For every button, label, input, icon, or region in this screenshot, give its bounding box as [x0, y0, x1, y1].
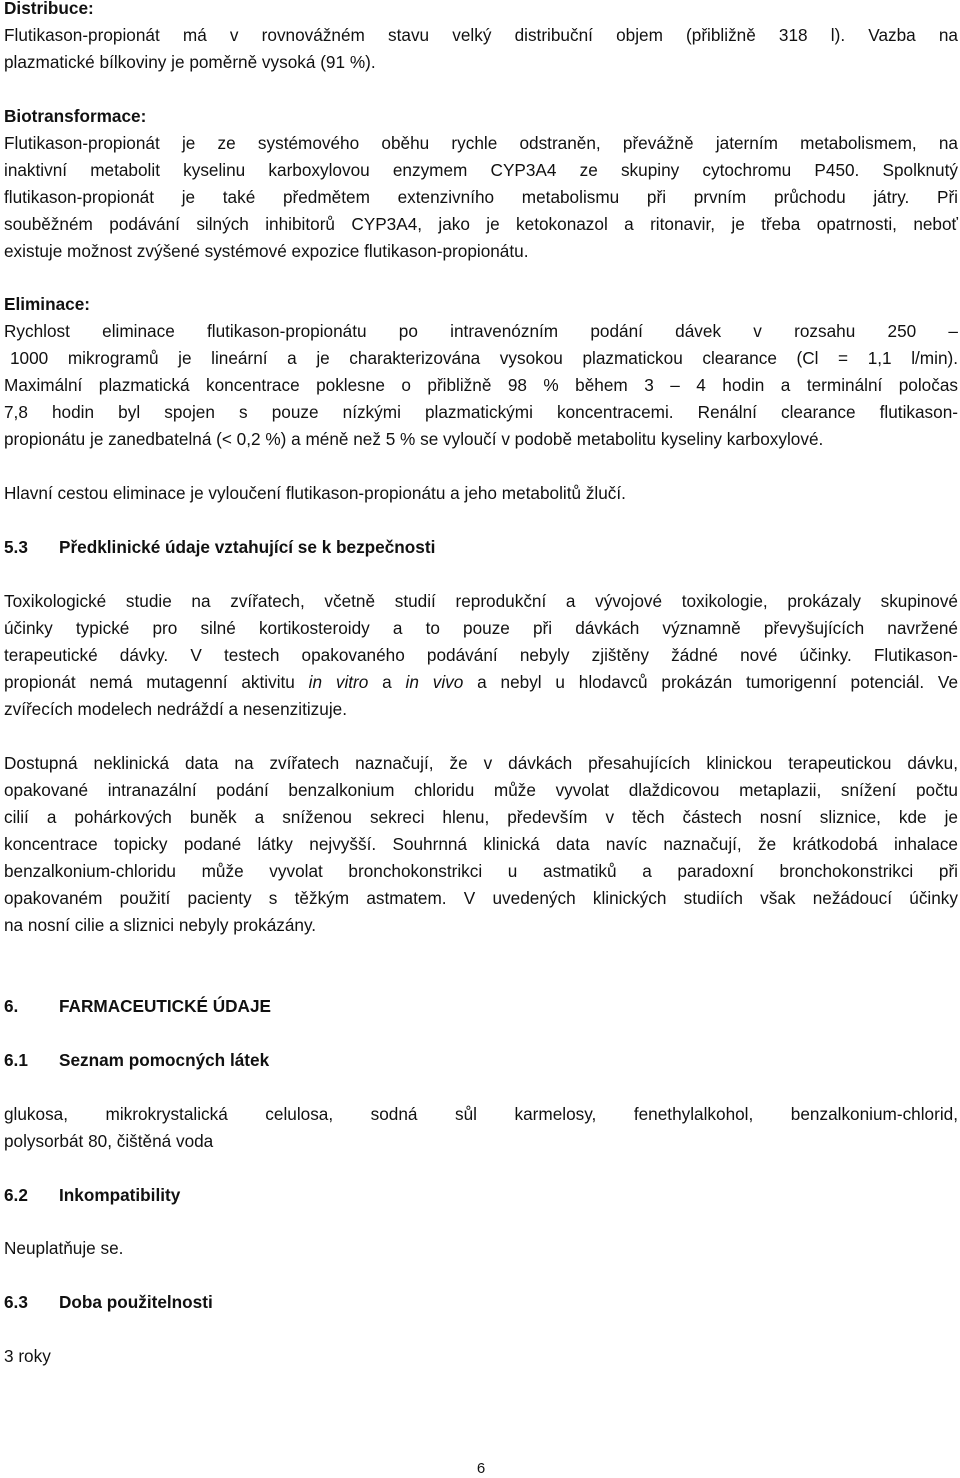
- biotransformace-line-3: flutikason-propionát je také předmětem extenzivního metabolismu při prvním průchodu játry. Při: [4, 187, 958, 207]
- s53-p2-line-1: Dostupná neklinická data na zvířatech naznačují, že v dávkách přesahujících klinickou terapeutickou dávku,: [4, 753, 958, 773]
- s53-p2-line-7: na nosní cilie a sliznici nebyly prokázány.: [4, 915, 317, 935]
- italic-term: in vivo: [405, 672, 464, 692]
- eliminace-line-2: 1000 mikrogramů je lineární a je charakterizována vysokou plazmatickou clearance (Cl = 1,1 l/min).: [10, 348, 958, 368]
- section-5-3-heading: [4, 536, 435, 558]
- distribuce-line-2: plazmatické bílkoviny je poměrně vysoká (91 %).: [4, 52, 376, 72]
- s53-p1-line-3: terapeutické dávky. V testech opakovaného podávání nebyly zjištěny žádné nové účinky. Flutikason-: [4, 645, 958, 665]
- text-run: a nebyl u hlodavců prokázán tumorigenní potenciál. Ve: [463, 672, 959, 692]
- italic-term: in vitro: [308, 672, 369, 692]
- section-6-heading: [4, 995, 271, 1017]
- section-title: Doba použitelnosti: [59, 1292, 213, 1312]
- eliminace-line-3: Maximální plazmatická koncentrace poklesne o přibližně 98 % během 3 – 4 hodin a terminální poločas: [4, 375, 958, 395]
- s53-p2-line-3: cilií a pohárkových buněk a sníženou sekreci hlenu, především v těch částech nosní sliznice, kde je: [4, 807, 958, 827]
- page-number: 6: [476, 1460, 486, 1477]
- s53-p2-line-5: benzalkonium-chloridu může vyvolat bronchokonstrikci u astmatiků a paradoxní bronchokonstrikci při: [4, 861, 958, 881]
- section-6-2-heading: [4, 1184, 180, 1206]
- text-run: a: [368, 672, 406, 692]
- eliminace-line-6: Hlavní cestou eliminace je vyloučení flutikason-propionátu a jeho metabolitů žlučí.: [4, 483, 626, 503]
- biotransformace-line-1: Flutikason-propionát je ze systémového oběhu rychle odstraněn, převážně jaterním metabolismem, na: [4, 133, 958, 153]
- s53-p1-line-1: Toxikologické studie na zvířatech, včetně studií reprodukční a vývojové toxikologie, prokázaly skupinové: [4, 591, 958, 611]
- section-title: Předklinické údaje vztahující se k bezpečnosti: [59, 537, 436, 557]
- eliminace-line-5: propionátu je zanedbatelná (< 0,2 %) a méně než 5 % se vyloučí v podobě metabolitu kyseliny karboxylové.: [4, 429, 824, 449]
- s61-line-1: glukosa, mikrokrystalická celulosa, sodná sůl karmelosy, fenethylalkohol, benzalkonium-chlorid,: [4, 1104, 958, 1124]
- biotransformace-line-2: inaktivní metabolit kyselinu karboxylovou enzymem CYP3A4 ze skupiny cytochromu P450. Spolknutý: [4, 160, 958, 180]
- s53-p1-line-2: účinky typické pro silné kortikosteroidy a to pouze při dávkách významně převyšujících navržené: [4, 618, 958, 638]
- s53-p2-line-2: opakované intranazální podání benzalkonium chloridu může vyvolat dlaždicovou metaplazii, snížení počtu: [4, 780, 958, 800]
- distribuce-line-1: Flutikason-propionát má v rovnovážném stavu velký distribuční objem (přibližně 318 l). Vazba na: [4, 25, 958, 45]
- distribuce-heading: Distribuce:: [4, 0, 94, 18]
- biotransformace-heading: Biotransformace:: [4, 106, 147, 126]
- s53-p2-line-4: koncentrace topicky podané látky nejvyšší. Souhrnná klinická data navíc naznačují, že krátkodobá inhalace: [4, 834, 958, 854]
- section-number: 6.3: [4, 1292, 28, 1312]
- section-title: Inkompatibility: [59, 1185, 181, 1205]
- section-title: Seznam pomocných látek: [59, 1050, 270, 1070]
- biotransformace-line-5: existuje možnost zvýšené systémové expozice flutikason-propionátu.: [4, 241, 529, 261]
- s53-p2-line-6: opakovaném použití pacienty s těžkým astmatem. V uvedených klinických studiích však nežádoucí účinky: [4, 888, 958, 908]
- section-6-3-heading: [4, 1291, 213, 1313]
- s53-p1-line-4: [4, 671, 958, 693]
- eliminace-line-1: Rychlost eliminace flutikason-propionátu po intravenózním podání dávek v rozsahu 250 –: [4, 321, 958, 341]
- s63-text: 3 roky: [4, 1346, 51, 1366]
- s53-p1-line-5: zvířecích modelech nedráždí a nesenzitizuje.: [4, 699, 347, 719]
- section-number: 6.1: [4, 1050, 28, 1070]
- biotransformace-line-4: souběžném podávání silných inhibitorů CYP3A4, jako je ketokonazol a ritonavir, je třeba opatrnosti, neboť: [4, 214, 958, 234]
- section-6-1-heading: [4, 1049, 269, 1071]
- section-number: 6.2: [4, 1185, 28, 1205]
- s62-text: Neuplatňuje se.: [4, 1238, 124, 1258]
- eliminace-heading: Eliminace:: [4, 294, 90, 314]
- text-run: propionát nemá mutagenní aktivitu: [4, 672, 309, 692]
- section-number: 6.: [4, 996, 19, 1016]
- s61-line-2: polysorbát 80, čištěná voda: [4, 1131, 214, 1151]
- section-title: FARMACEUTICKÉ ÚDAJE: [59, 996, 271, 1016]
- eliminace-line-4: 7,8 hodin byl spojen s pouze nízkými plazmatickými koncentracemi. Renální clearance flutikason-: [4, 402, 958, 422]
- section-number: 5.3: [4, 537, 28, 557]
